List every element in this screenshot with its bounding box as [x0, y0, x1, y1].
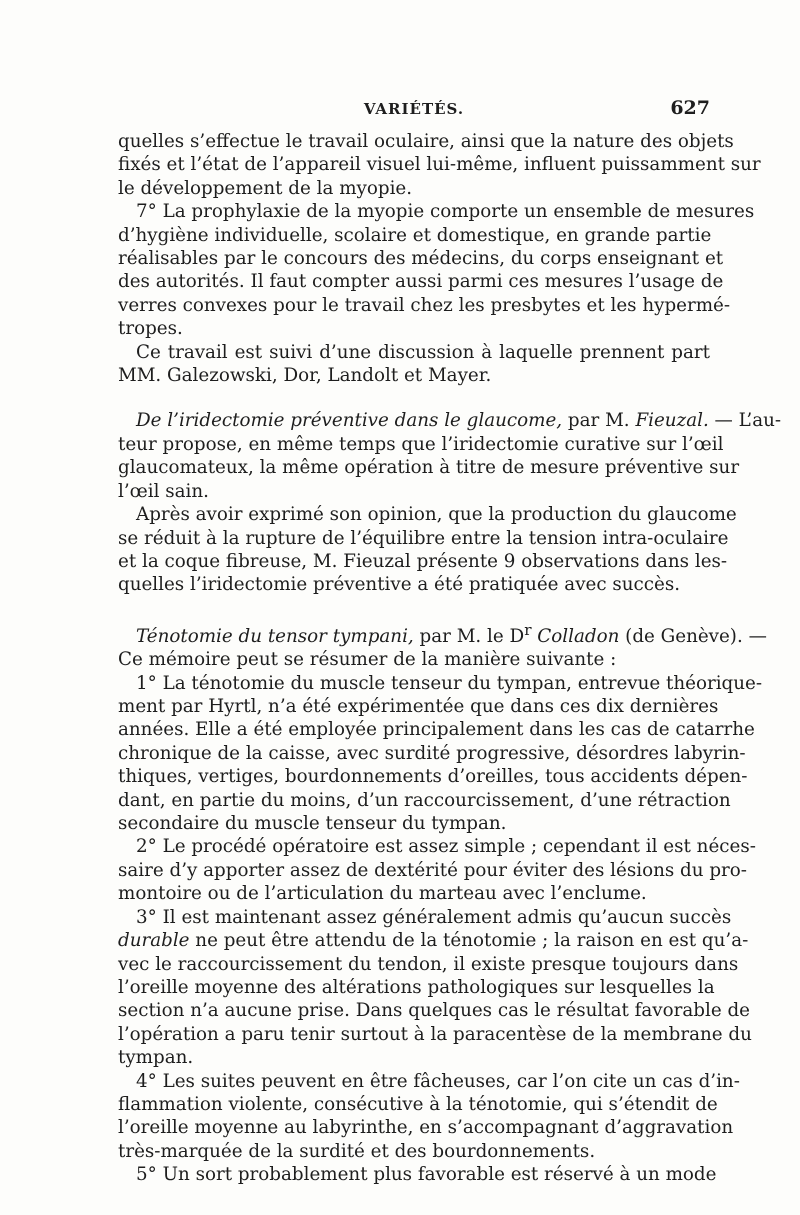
text-line: verres convexes pour le travail chez les presbytes et les hypermé-: [118, 294, 731, 316]
text-line: teur propose, en même temps que l’iridectomie curative sur l’œil: [118, 433, 724, 455]
page-body: [118, 130, 782, 1187]
text-line: tympan.: [118, 1047, 194, 1069]
text-line: quelles s’effectue le travail oculaire, ainsi que la nature des objets: [118, 131, 734, 152]
text-line: tropes.: [118, 318, 183, 340]
text-line: 3° Il est maintenant assez généralement admis qu’aucun succès: [136, 906, 732, 928]
text-line: Ce travail est suivi d’une discussion à laquelle prennent part: [136, 341, 710, 363]
text-line: saire d’y apporter assez de dextérité pour éviter des lésions du pro-: [118, 859, 747, 881]
running-head: VARIÉTÉS.: [363, 100, 465, 118]
text-line: dant, en partie du moins, d’un raccourcissement, d’une rétraction: [118, 789, 731, 811]
section-title-line: De l’iridectomie préventive dans le glaucome, par M. Fieuzal. — L’au-: [136, 410, 782, 432]
text-line: 7° La prophylaxie de la myopie comporte un ensemble de mesures: [136, 201, 755, 223]
section-title: Ténotomie du tensor tympani,: [136, 625, 414, 647]
page-number: 627: [670, 97, 710, 119]
text-line: des autorités. Il faut compter aussi parmi ces mesures l’usage de: [118, 271, 724, 293]
text-line: d’hygiène individuelle, scolaire et domestique, en grande partie: [118, 224, 712, 246]
text-line: Ce mémoire peut se résumer de la manière suivante :: [118, 649, 617, 671]
text-line: fixés et l’état de l’appareil visuel lui-même, influent puissamment sur: [118, 154, 761, 176]
text-line: quelles l’iridectomie préventive a été pratiquée avec succès.: [118, 574, 681, 596]
text-line: chronique de la caisse, avec surdité progressive, désordres labyrin-: [118, 742, 746, 764]
author-name: Fieuzal.: [635, 410, 709, 432]
text-line: 2° Le procédé opératoire est assez simple ; cependant il est néces-: [136, 836, 756, 858]
text-line: 5° Un sort probablement plus favorable est réservé à un mode: [136, 1164, 717, 1186]
text-line: vec le raccourcissement du tendon, il existe presque toujours dans: [118, 953, 739, 975]
text-line: se réduit à la rupture de l’équilibre entre la tension intra-oculaire: [118, 527, 729, 549]
text-line: flammation violente, consécutive à la ténotomie, qui s’étendit de: [118, 1093, 718, 1115]
text-line: le développement de la myopie.: [118, 177, 413, 199]
text-line: l’œil sain.: [118, 480, 209, 502]
text-line: Après avoir exprimé son opinion, que la production du glaucome: [136, 504, 737, 526]
text-line: thiques, vertiges, bourdonnements d’oreilles, tous accidents dépen-: [118, 766, 748, 788]
text-line: et la coque fibreuse, M. Fieuzal présente 9 observations dans les-: [118, 550, 728, 572]
text-line: 4° Les suites peuvent en être fâcheuses, car l’on cite un cas d’in-: [136, 1070, 740, 1092]
text-line: ment par Hyrtl, n’a été expérimentée que dans ces dix dernières: [118, 696, 719, 718]
text-line: très-marquée de la surdité et des bourdonnements.: [118, 1140, 596, 1162]
text-line: réalisables par le concours des médecins, du corps enseignant et: [118, 248, 724, 270]
text-line: glaucomateux, la même opération à titre de mesure préventive sur: [118, 457, 740, 479]
text-line: l’oreille moyenne au labyrinthe, en s’accompagnant d’aggravation: [118, 1117, 734, 1139]
text-line: secondaire du muscle tenseur du tympan.: [118, 813, 507, 835]
section-title: De l’iridectomie préventive dans le glaucome,: [136, 410, 563, 432]
text-line: années. Elle a été employée principalement dans les cas de catarrhe: [118, 719, 755, 741]
text-line: durable ne peut être attendu de la ténotomie ; la raison en est qu’a-: [118, 930, 749, 952]
section-title-line: Ténotomie du tensor tympani, par M. le $D^r$ Colladon (de Genève). —: [136, 620, 767, 647]
text-line: MM. Galezowski, Dor, Landolt et Mayer.: [118, 365, 492, 387]
text-line: 1° La ténotomie du muscle tenseur du tympan, entrevue théorique-: [136, 672, 763, 694]
text-line: section n’a aucune prise. Dans quelques cas le résultat favorable de: [118, 1000, 750, 1022]
text-line: l’oreille moyenne des altérations pathologiques sur lesquelles la: [118, 976, 715, 998]
page-header: [118, 97, 710, 124]
author-name: Colladon: [531, 625, 620, 647]
text-line: l’opération a paru tenir surtout à la paracentèse de la membrane du: [118, 1023, 752, 1045]
text-line: montoire ou de l’articulation du marteau avec l’enclume.: [118, 883, 647, 905]
